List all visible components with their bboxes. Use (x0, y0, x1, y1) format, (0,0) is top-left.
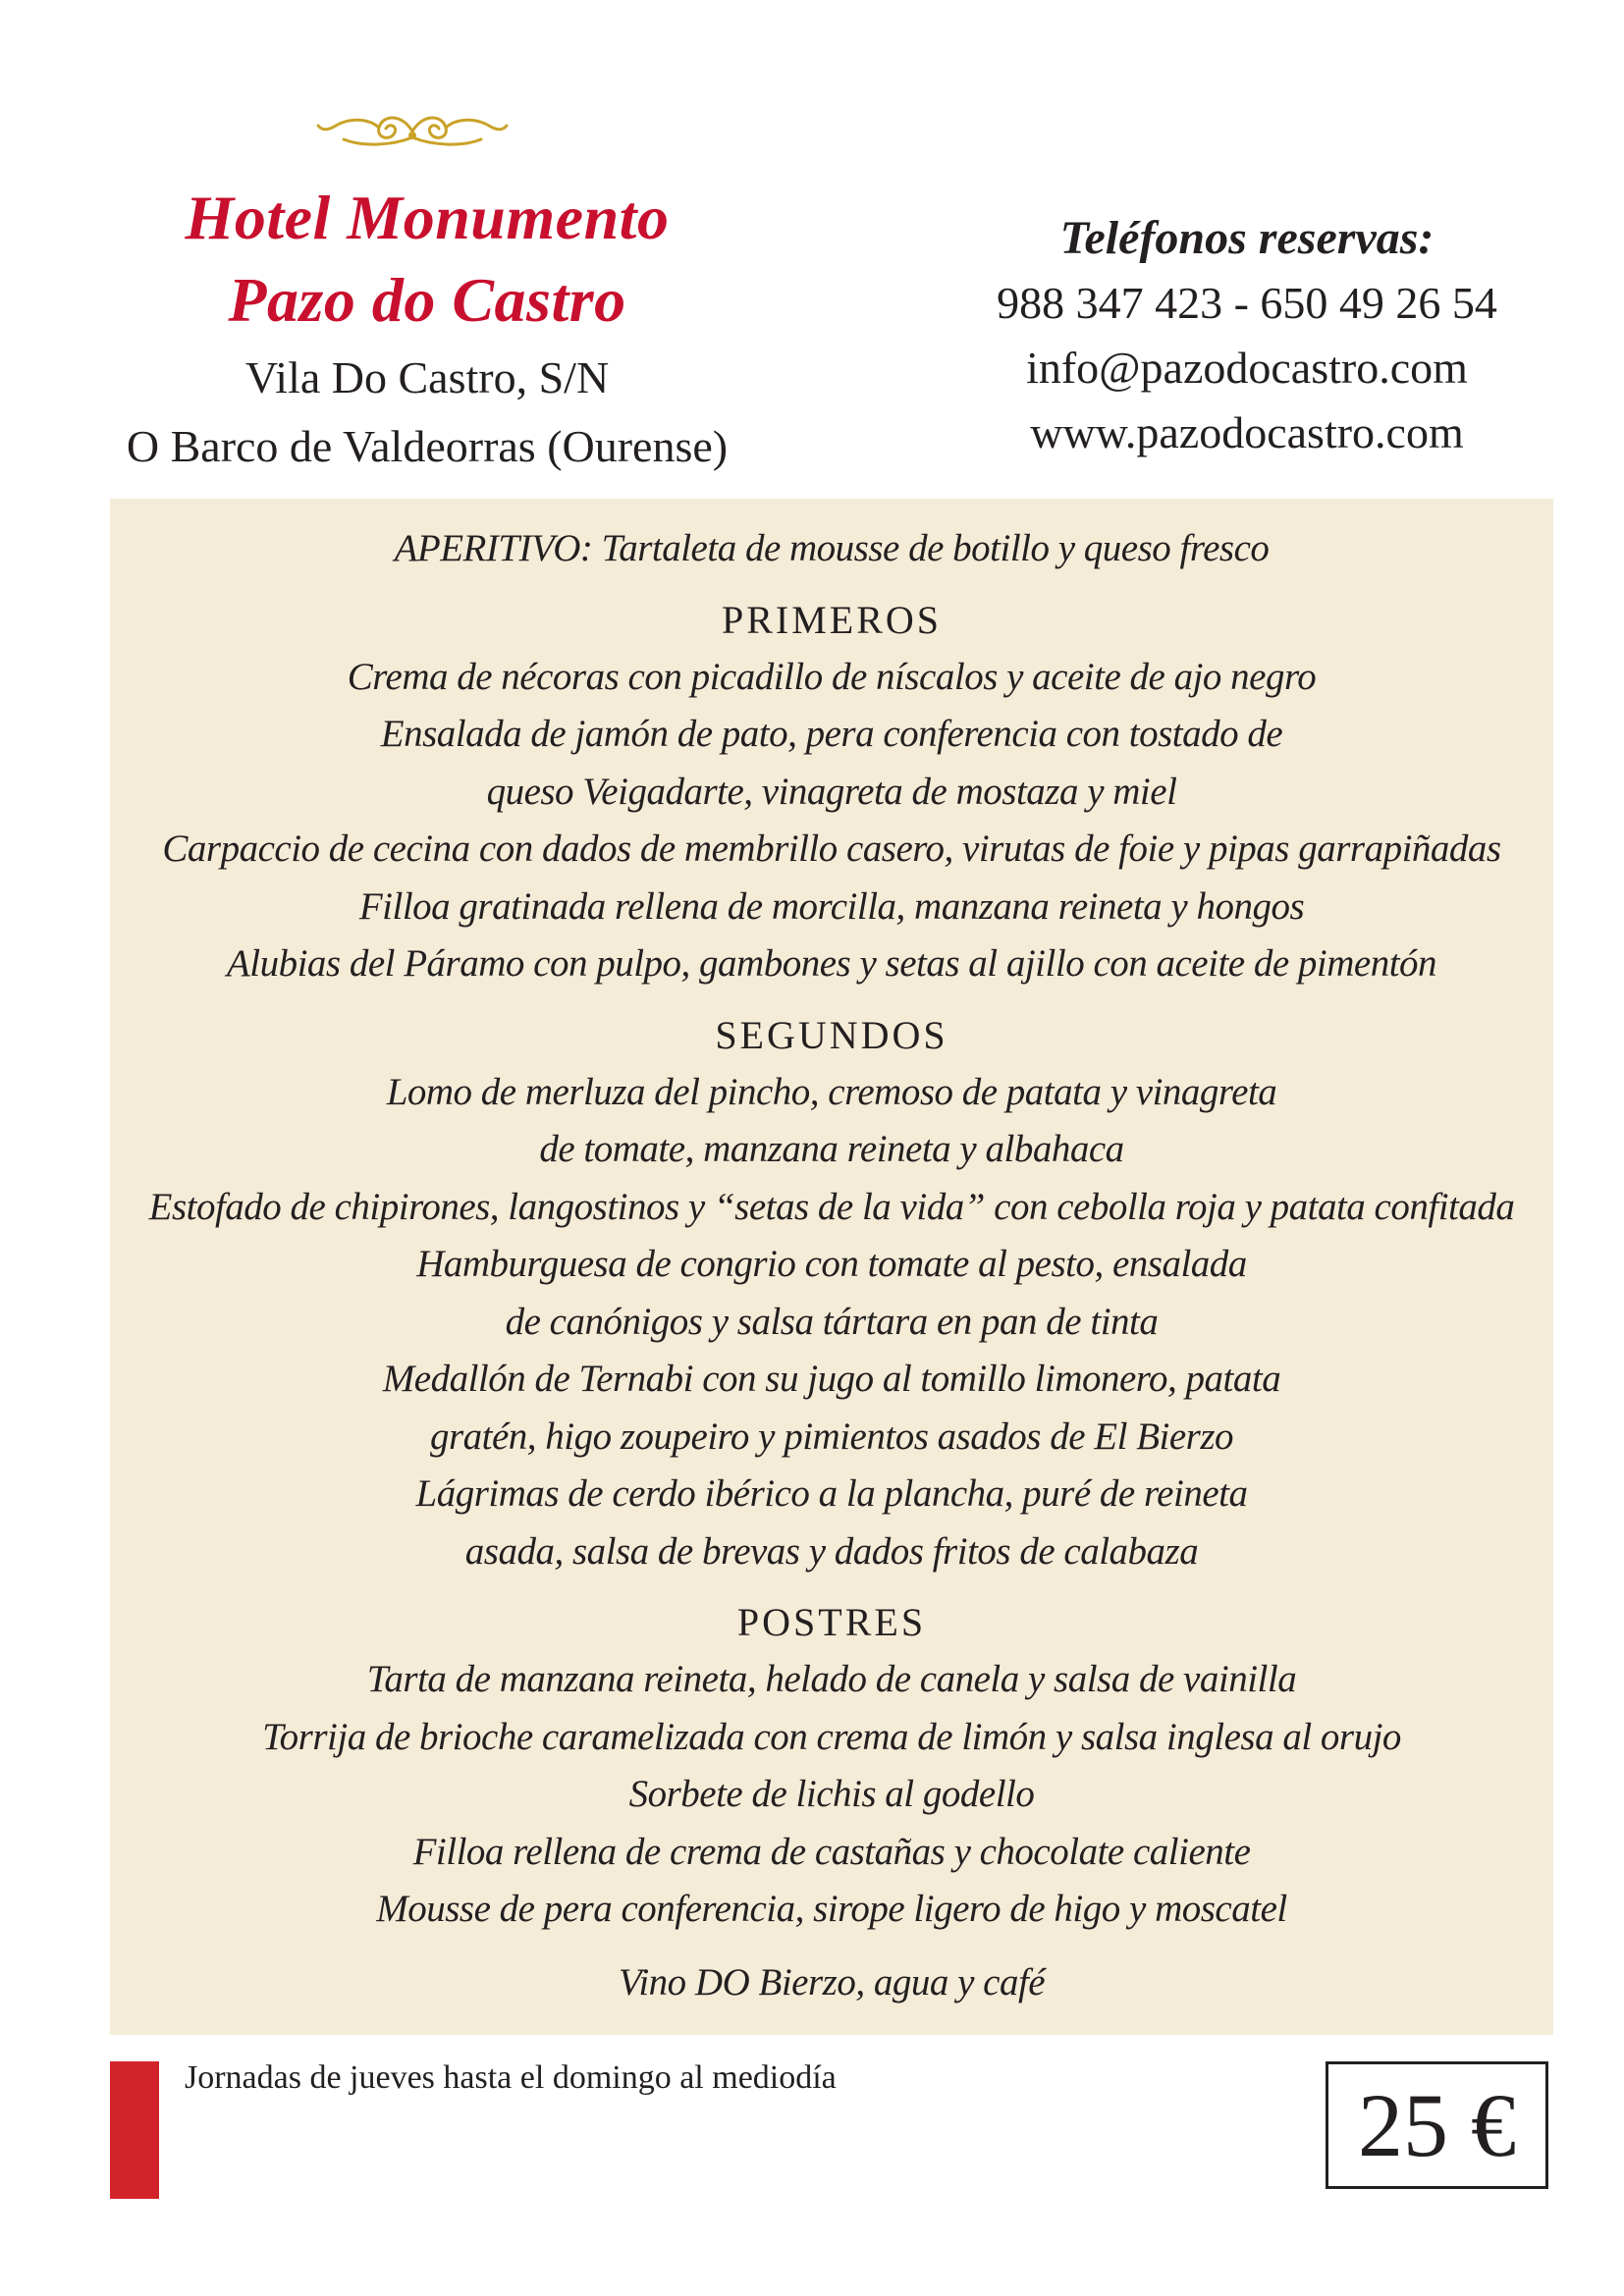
contact-info (943, 206, 1551, 465)
menu-line: Filloa rellena de crema de castañas y chocolate caliente (412, 1830, 1251, 1873)
menu-line: Crema de nécoras con picadillo de níscalos y aceite de ajo negro (347, 655, 1317, 698)
hotel-info (108, 177, 746, 479)
section-heading-primeros: PRIMEROS (721, 597, 943, 642)
menu-line: Tarta de manzana reineta, helado de canela y salsa de vainilla (366, 1658, 1297, 1700)
section-heading-postres: POSTRES (736, 1600, 927, 1644)
menu-line: asada, salsa de brevas y dados fritos de calabaza (464, 1529, 1199, 1573)
aperitivo-line: APERITIVO: Tartaleta de mousse de botillo y queso fresco (394, 527, 1270, 569)
hotel-name-line1: Hotel Monumento (185, 183, 670, 252)
reservations-label: Teléfonos reservas: (1059, 212, 1435, 264)
flourish-ornament (314, 106, 511, 155)
menu-line: Torrija de brioche caramelizada con crema de limón y salsa inglesa al orujo (262, 1715, 1401, 1758)
menu-line: Estofado de chipirones, langostinos y “setas de la vida” con cebolla roja y patata confitada (148, 1185, 1515, 1228)
menu-line: Lágrimas de cerdo ibérico a la plancha, puré de reineta (415, 1472, 1248, 1515)
menu-line: Medallón de Ternabi con su jugo al tomillo limonero, patata (382, 1358, 1281, 1400)
price-box: 25 € (1326, 2061, 1548, 2189)
menu-line: Mousse de pera conferencia, sirope ligero de higo y moscatel (376, 1888, 1287, 1930)
accent-bar (110, 2061, 159, 2199)
website-link[interactable]: www.pazodocastro.com (1030, 407, 1464, 457)
drinks-line: Vino DO Bierzo, agua y café (618, 1960, 1046, 2003)
phone-numbers: 988 347 423 - 650 49 26 54 (997, 278, 1497, 328)
menu-line: Hamburguesa de congrio con tomate al pesto, ensalada (416, 1243, 1247, 1285)
menu-line: de canónigos y salsa tártara en pan de tinta (505, 1300, 1159, 1343)
menu-line: Carpaccio de cecina con dados de membrillo casero, virutas de foie y pipas garrapiñadas (162, 828, 1501, 870)
email-address[interactable]: info@pazodocastro.com (1026, 343, 1468, 393)
hotel-name-line2: Pazo do Castro (228, 265, 626, 335)
menu-line: Ensalada de jamón de pato, pera conferencia con tostado de (380, 713, 1283, 755)
availability-note: Jornadas de jueves hasta el domingo al mediodía (185, 2059, 837, 2096)
menu-line: Alubias del Páramo con pulpo, gambones y setas al ajillo con aceite de pimentón (226, 942, 1437, 985)
section-heading-segundos: SEGUNDOS (715, 1012, 948, 1057)
menu-line: gratén, higo zoupeiro y pimientos asados de El Bierzo (429, 1415, 1234, 1458)
hotel-address-line2: O Barco de Valdeorras (Ourense) (126, 421, 729, 471)
hotel-address-line1: Vila Do Castro, S/N (244, 352, 610, 402)
menu-line: Sorbete de lichis al godello (628, 1773, 1035, 1815)
menu-line: Lomo de merluza del pincho, cremoso de patata y vinagreta (386, 1070, 1277, 1113)
menu-panel (110, 499, 1553, 2035)
menu-line: Filloa gratinada rellena de morcilla, manzana reineta y hongos (358, 884, 1305, 928)
menu-line: queso Veigadarte, vinagreta de mostaza y miel (486, 770, 1177, 813)
menu-line: de tomate, manzana reineta y albahaca (539, 1128, 1124, 1170)
